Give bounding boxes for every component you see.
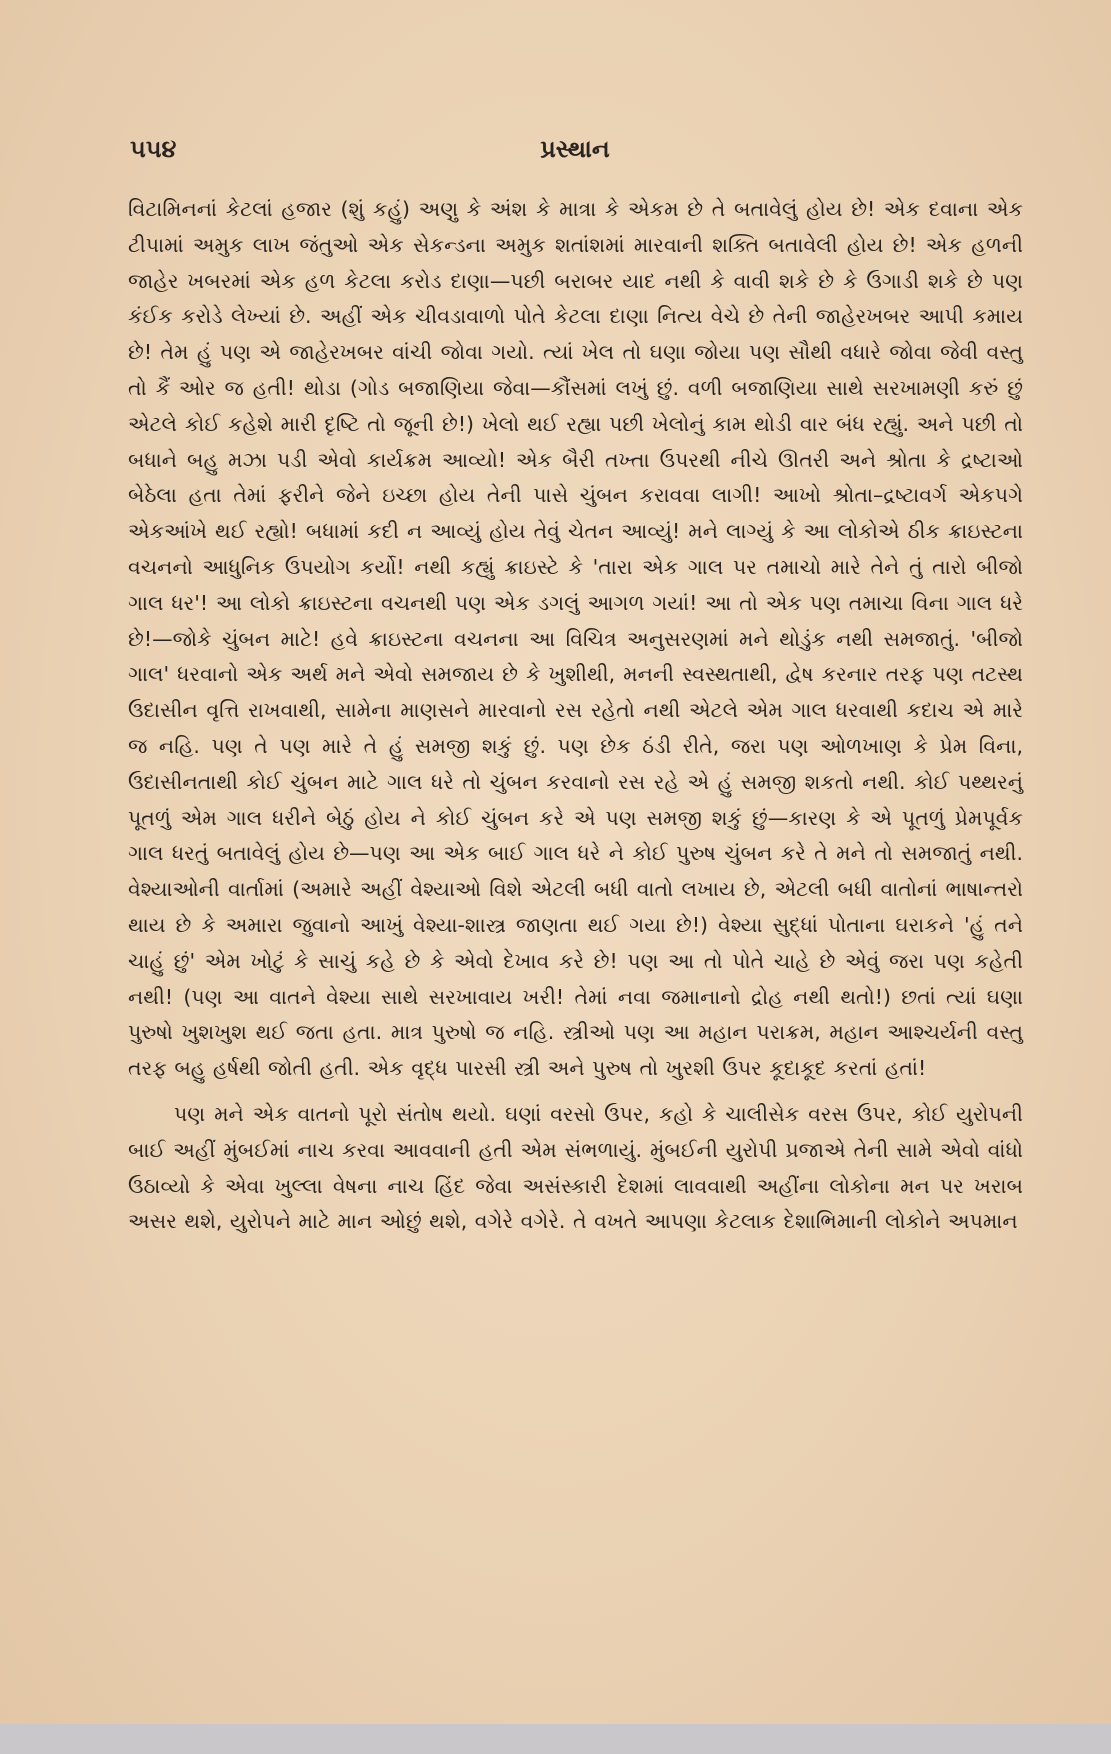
body-text: [128, 192, 1023, 1240]
scan-border: [0, 1724, 1111, 1754]
page-header: [130, 135, 1020, 175]
paragraph: પણ મને એક વાતનો પૂરો સંતોષ થયો. ઘણાં વરસો ઉપર, કહો કે ચાલીસેક વરસ ઉપર, કોઈ યુરોપની બાઈ અહીં મુંબઈમાં નાચ કરવા આવવાની હતી એમ સંભળાયું. મુંબઈની યુરોપી પ્રજાએ તેની સામે એવો વાંધો ઉઠાવ્યો કે એવા ખુલ્લા વેષના નાચ હિંદ જેવા અસંસ્કારી દેશમાં લાવવાથી અહીંના લોકોના મન પર ખરાબ અસર થશે, યુરોપને માટે માન ઓછું થશે, વગેરે વગેરે. તે વખતે આપણા કેટલાક દેશાભિમાની લોકોને અપમાન: [128, 1101, 1023, 1234]
paragraph: વિટામિનનાં કેટલાં હજાર (શું કહું) અણુ કે અંશ કે માત્રા કે એકમ છે તે બતાવેલું હોય છે! એક દવાના એક ટીપામાં અમુક લાખ જંતુઓ એક સેકન્ડના અમુક શતાંશમાં મારવાની શક્તિ બતાવેલી હોય છે! એક હળની જાહેર ખબરમાં એક હળ કેટલા કરોડ દાણા—પછી બરાબર યાદ નથી કે વાવી શકે છે કે ઉગાડી શકે છે પણ કંઈક કરોડે લેખ્યાં છે. અહીં એક ચીવડાવાળો પોતે કેટલા દાણા નિત્ય વેચે છે તેની જાહેરખબર આપી કમાય છે! તેમ હું પણ એ જાહેરખબર વાંચી જોવા ગયો. ત્યાં ખેલ તો ઘણા જોયા પણ સૌથી વધારે જોવા જેવી વસ્તુ તો કૈં ઓર જ હતી! થોડા (ગોડ બજાણિયા જેવા—કૌંસમાં લખું છું. વળી બજાણિયા સાથે સરખામણી કરું છું એટલે કોઈ કહેશે મારી દૃષ્ટિ તો જૂની છે!) ખેલો થઈ રહ્યા પછી ખેલોનું કામ થોડી વાર બંધ રહ્યું. અને પછી તો બધાને બહુ મઝા પડી એવો કાર્યક્રમ આવ્યો! એક બૈરી તખ્તા ઉપરથી નીચે ઊતરી અને શ્રોતા કે દ્રષ્ટાઓ બેઠેલા હતા તેમાં ફરીને જેને ઇચ્છા હોય તેની પાસે ચુંબન કરાવવા લાગી! આખો શ્રોતા–દ્રષ્ટાવર્ગ એકપગે એકઆંખે થઈ રહ્યો! બધામાં કદી ન આવ્યું હોય તેવું ચેતન આવ્યું! મને લાગ્યું કે આ લોકોએ ઠીક ક્રાઇસ્ટના વચનનો આધુનિક ઉપયોગ કર્યો! નથી કહ્યું ક્રાઇસ્ટે કે 'તારા એક ગાલ પર તમાચો મારે તેને તું તારો બીજો ગાલ ધર'! આ લોકો ક્રાઇસ્ટના વચનથી પણ એક ડગલું આગળ ગયાં! આ તો એક પણ તમાચા વિના ગાલ ધરે છે!—જોકે ચુંબન માટે! હવે ક્રાઇસ્ટના વચનના આ વિચિત્ર અનુસરણમાં મને થોડુંક નથી સમજાતું. 'બીજો ગાલ' ધરવાનો એક અર્થ મને એવો સમજાય છે કે ખુશીથી, મનની સ્વસ્થતાથી, દ્વેષ કરનાર તરફ પણ તટસ્થ ઉદાસીન વૃત્તિ રાખવાથી, સામેના માણસને મારવાનો રસ રહેતો નથી એટલે એમ ગાલ ધરવાથી કદાચ એ મારે જ નહિ. પણ તે પણ મારે તે હું સમજી શકું છું. પણ છેક ઠંડી રીતે, જરા પણ ઓળખાણ કે પ્રેમ વિના, ઉદાસીનતાથી કોઈ ચુંબન માટે ગાલ ધરે તો ચુંબન કરવાનો રસ રહે એ હું સમજી શકતો નથી. કોઈ પથ્થરનું પૂતળું એમ ગાલ ધરીને બેઠું હોય ને કોઈ ચુંબન કરે એ પણ સમજી શકું છું—કારણ કે એ પૂતળું પ્રેમપૂર્વક ગાલ ધરતું બતાવેલું હોય છે—પણ આ એક બાઈ ગાલ ધરે ને કોઈ પુરુષ ચુંબન કરે તે મને તો સમજાતું નથી. વેશ્યાઓની વાર્તામાં (અમારે અહીં વેશ્યાઓ વિશે એટલી બધી વાતો લખાય છે, એટલી બધી વાતોનાં ભાષાન્તરો થાય છે કે અમારા જુવાનો આખું વેશ્યા-શાસ્ત્ર જાણતા થઈ ગયા છે!) વેશ્યા સુદ્ધાં પોતાના ઘરાકને 'હું તને ચાહું છું' એમ ખોટું કે સાચું કહે છે કે એવો દેખાવ કરે છે! પણ આ તો પોતે ચાહે છે એવું જરા પણ કહેતી નથી! (પણ આ વાતને વેશ્યા સાથે સરખાવાય ખરી! તેમાં નવા જમાનાનો દ્રોહ નથી થતો!) છતાં ત્યાં ઘણા પુરુષો ખુશખુશ થઈ જતા હતા. માત્ર પુરુષો જ નહિ. સ્ત્રીઓ પણ આ મહાન પરાક્રમ, મહાન આશ્ચર્યની વસ્તુ તરફ બહુ હર્ષથી જોતી હતી. એક વૃદ્ધ પારસી સ્ત્રી અને પુરુષ તો ખુરશી ઉપર કૂદાકૂદ કરતાં હતાં!: [128, 197, 1023, 1081]
running-head: પ્રસ્થાન: [540, 135, 610, 163]
page-number: ૫૫૪: [130, 135, 177, 163]
